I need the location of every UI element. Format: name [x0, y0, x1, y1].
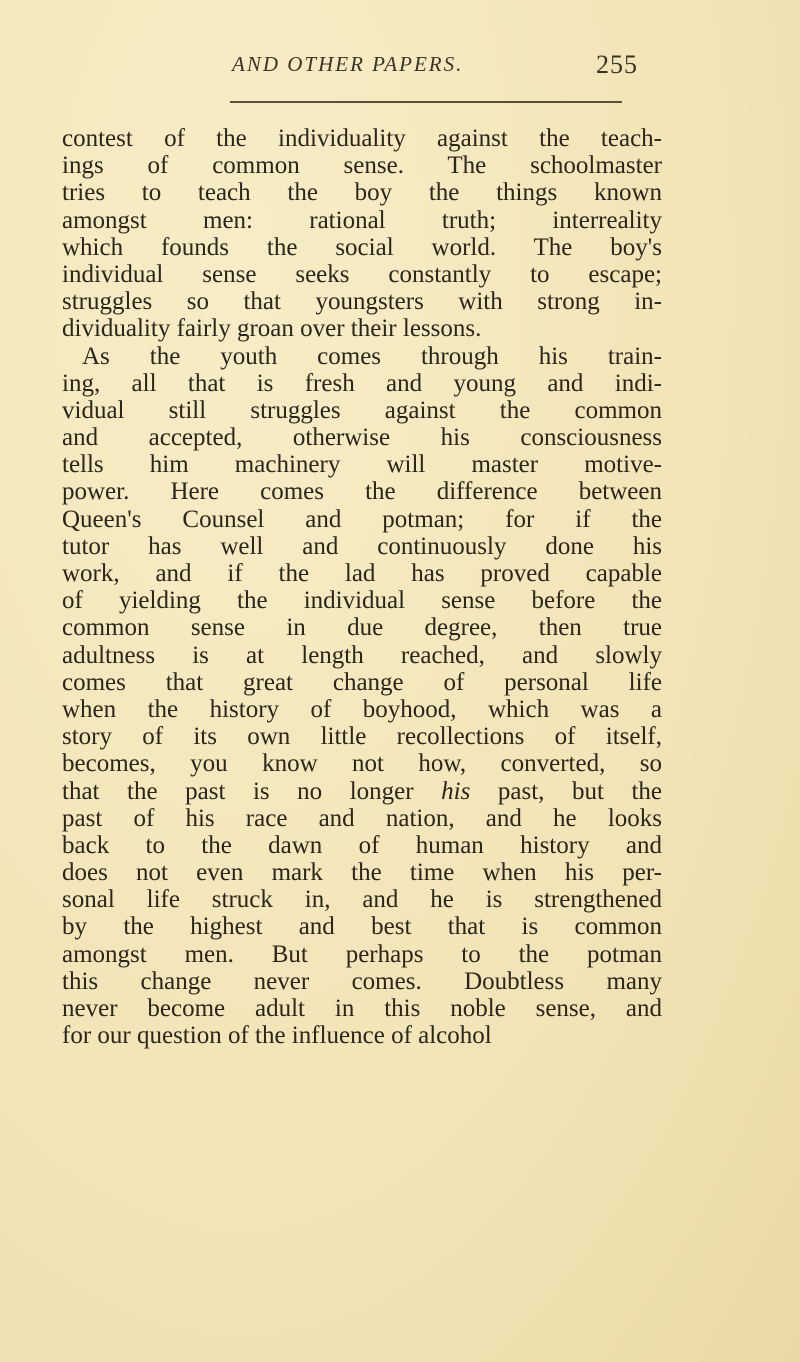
text-line: this change never comes. Doubtless many	[62, 967, 662, 995]
text-line: does not even mark the time when his per-	[62, 859, 662, 887]
text-line: work, and if the lad has proved capable	[62, 560, 662, 587]
text-line: As the youth comes through his train-	[82, 342, 662, 370]
text-line: amongst men. But perhaps to the potman	[62, 940, 662, 968]
text-line: power. Here comes the difference between	[62, 478, 662, 506]
text-line: vidual still struggles against the common	[62, 396, 662, 424]
text-fragment: that the past is no longer	[62, 777, 442, 805]
text-line: tells him machinery will master motive-	[62, 451, 662, 479]
text-line: amongst men: rational truth; interreality	[62, 206, 662, 234]
text-line: tries to teach the boy the things known	[62, 179, 662, 207]
text-line: ings of common sense. The schoolmaster	[62, 152, 662, 180]
text-line: which founds the social world. The boy's	[62, 233, 662, 261]
running-head: AND OTHER PAPERS.	[232, 52, 464, 76]
text-line: sonal life struck in, and he is strengthened	[62, 886, 662, 914]
text-line: past of his race and nation, and he looks	[62, 804, 662, 832]
italic-word: his	[441, 777, 471, 805]
text-line: story of its own little recollections of itself,	[62, 723, 662, 751]
text-line: tutor has well and continuously done his	[62, 532, 662, 560]
text-line: struggles so that youngsters with strong in-	[62, 288, 662, 316]
text-line: never become adult in this noble sense, and	[62, 995, 662, 1022]
text-line: ing, all that is fresh and young and indi-	[62, 369, 662, 397]
text-line: adultness is at length reached, and slowly	[62, 641, 662, 669]
text-line: becomes, you know not how, converted, so	[62, 750, 662, 778]
page-number: 255	[596, 50, 638, 79]
text-line: and accepted, otherwise his consciousness	[62, 424, 662, 452]
text-line: individual sense seeks constantly to escape;	[62, 260, 662, 288]
body-text	[62, 125, 662, 1049]
text-line: back to the dawn of human history and	[62, 831, 662, 859]
text-line: by the highest and best that is common	[62, 913, 662, 941]
text-line: when the history of boyhood, which was a	[62, 695, 662, 723]
text-line: dividuality fairly groan over their lessons.	[62, 315, 482, 343]
header-rule	[230, 101, 622, 103]
text-line: of yielding the individual sense before the	[62, 587, 662, 615]
text-line: for our question of the influence of alcohol	[62, 1022, 492, 1050]
text-line: comes that great change of personal life	[62, 668, 662, 696]
text-line	[62, 778, 662, 805]
text-line: common sense in due degree, then true	[62, 614, 662, 642]
text-line: contest of the individuality against the teach-	[62, 125, 662, 152]
text-line: Queen's Counsel and potman; for if the	[62, 505, 662, 533]
text-fragment: past, but the	[470, 777, 663, 805]
